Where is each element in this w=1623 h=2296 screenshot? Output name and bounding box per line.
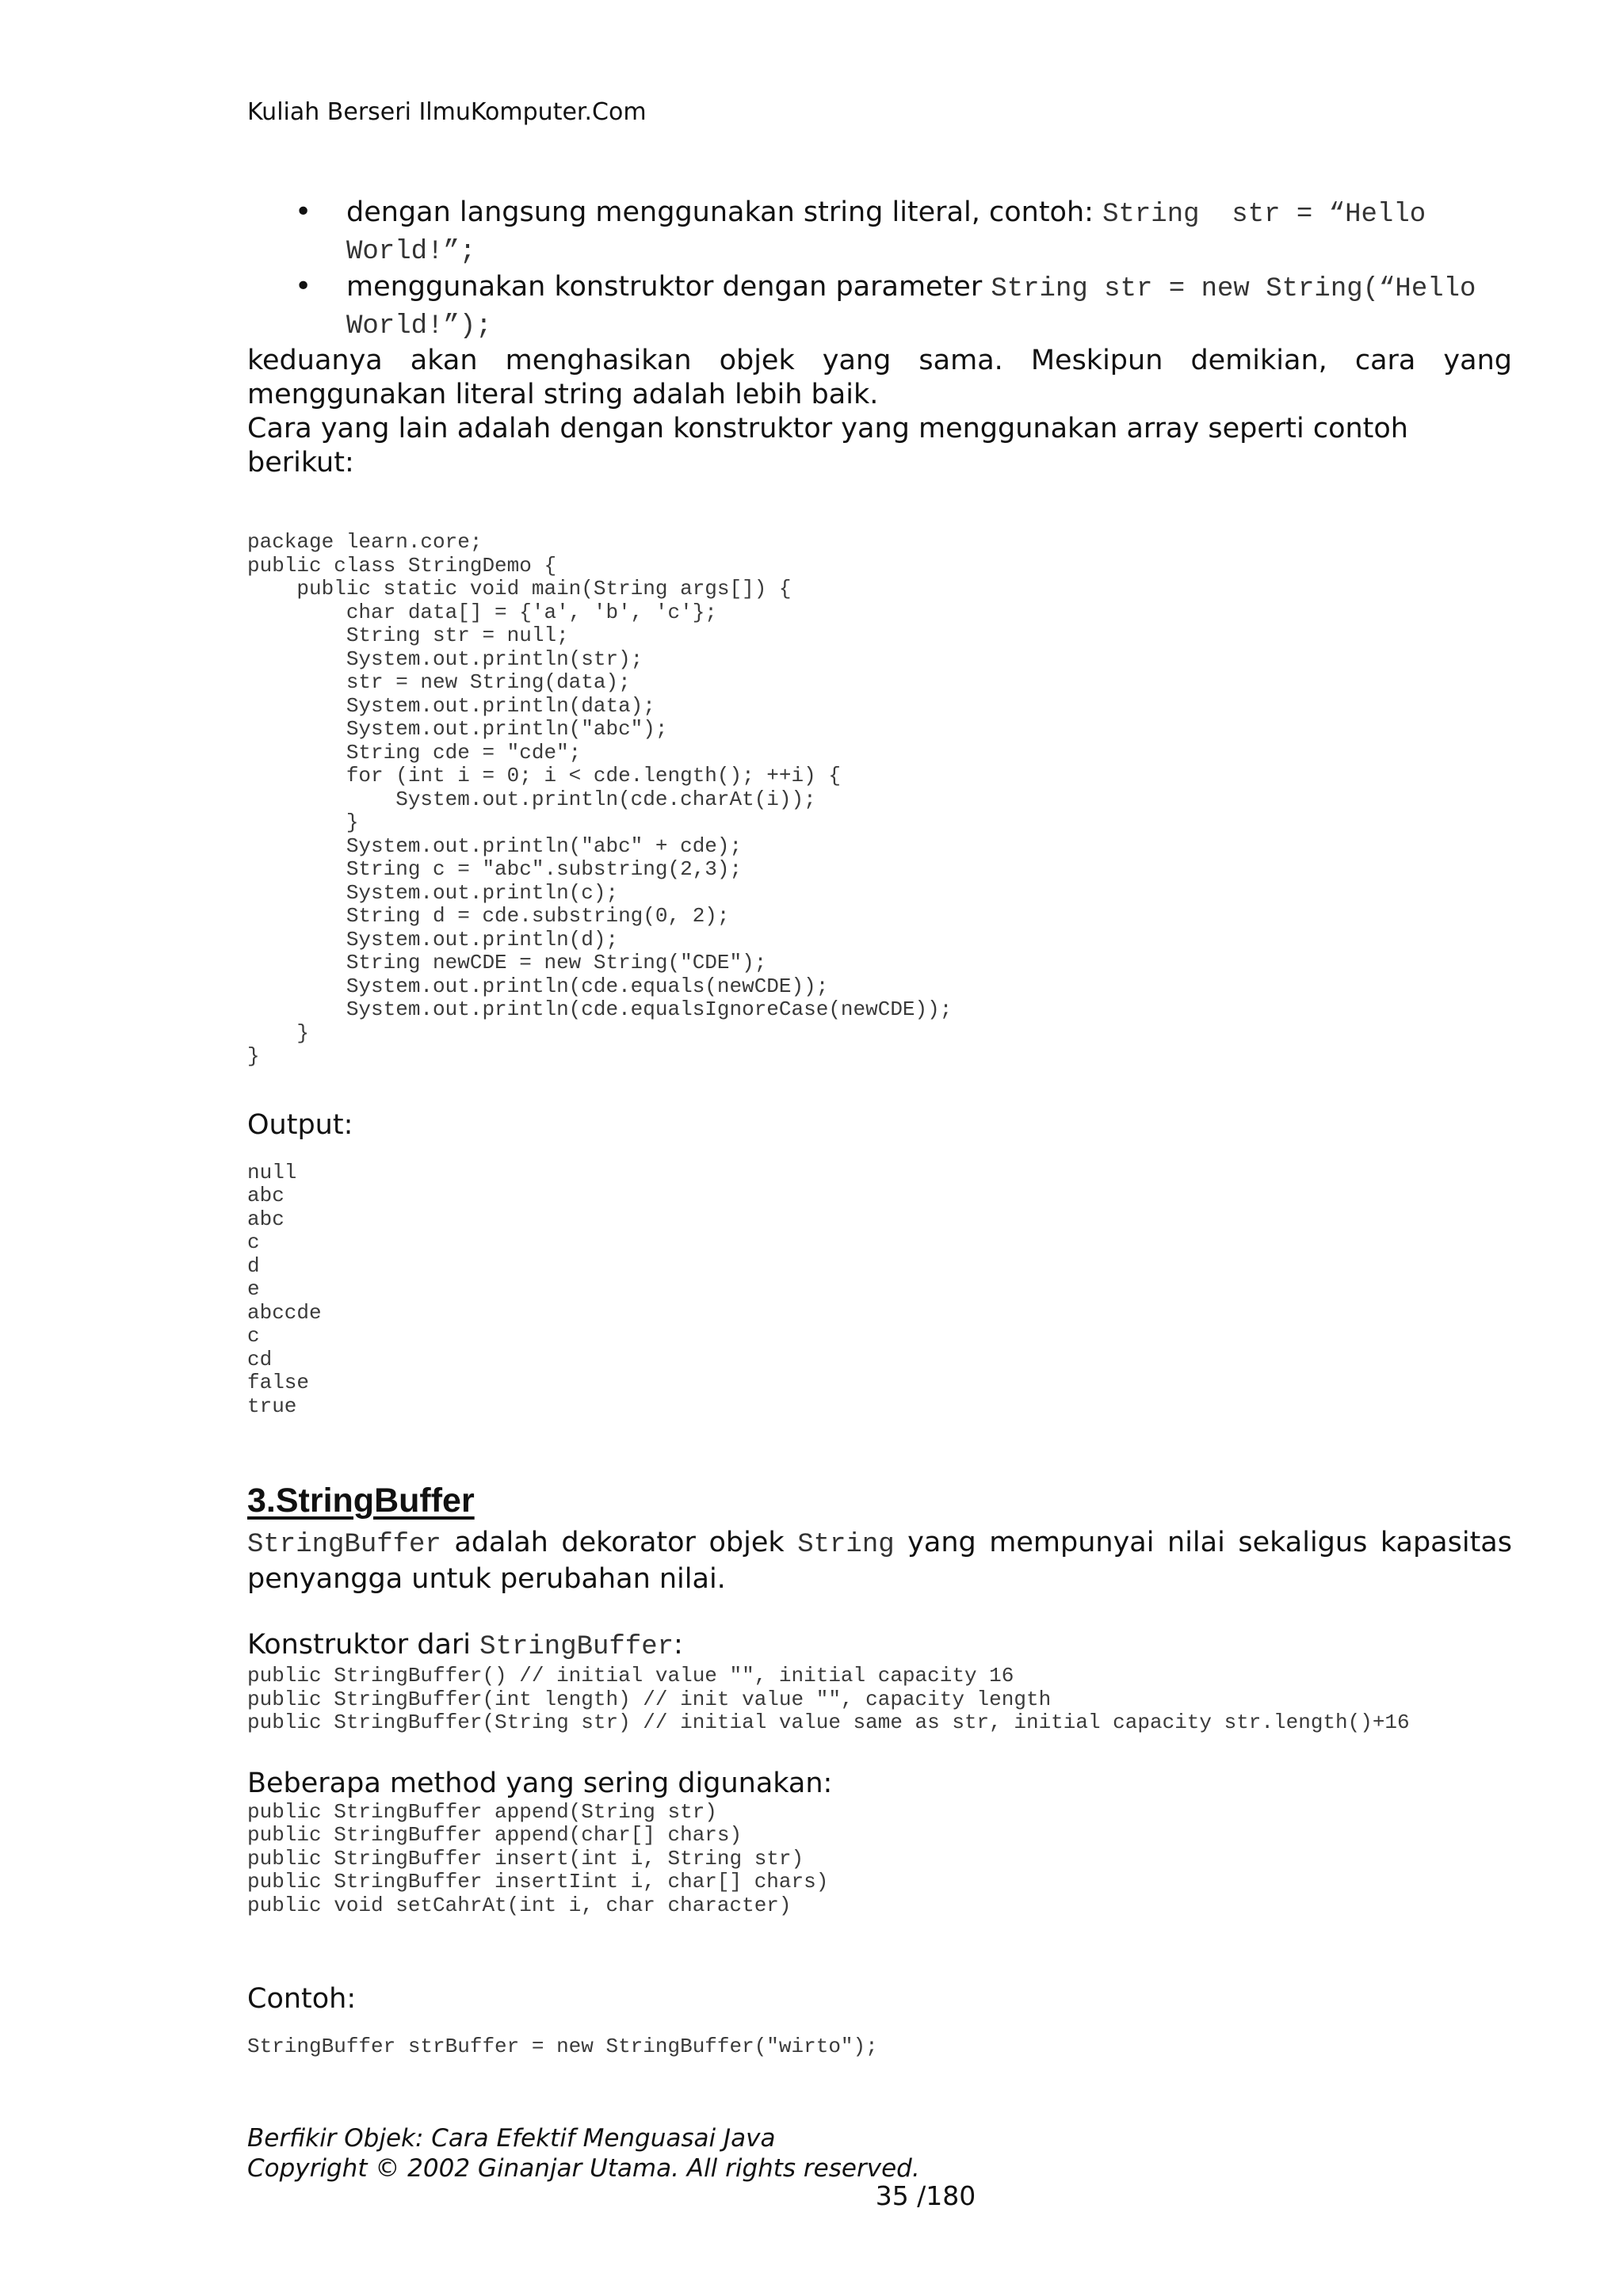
bullet-text: dengan langsung menggunakan string literal, contoh: (346, 196, 1103, 228)
list-item (247, 269, 1512, 344)
inline-code: StringBuffer (247, 1530, 441, 1560)
methods-code: public StringBuffer append(String str) public StringBuffer append(char[] chars) public StringBuffer insert(int i, String str) public StringBuffer insertIint i, char[] chars) public void setCahrAt(int i, char character) (247, 1799, 829, 1917)
label-text: Konstruktor dari (247, 1629, 480, 1661)
description-text: yang mempunyai nilai sekaligus kapasitas penyangga untuk perubahan nilai. (247, 1527, 1512, 1595)
constructors-code: public StringBuffer() // initial value "", initial capacity 16 public StringBuffer(int length) // init value "", capacity length public StringBuffer(String str) // initial value same as str, initial capacity str.length()+16 (247, 1664, 1410, 1734)
inline-code: String (797, 1530, 895, 1560)
output-block: null abc abc c d e abccde c cd false true (247, 1160, 322, 1418)
methods-label: Beberapa method yang sering digunakan: (247, 1767, 833, 1799)
inline-code: String str = “Hello World!”; (346, 200, 1442, 267)
section-title: 3.StringBuffer (247, 1482, 475, 1520)
paragraph-literal-comparison: keduanya akan menghasikan objek yang sama. Meskipun demikian, cara yang menggunakan literal string adalah lebih baik. (247, 345, 1512, 410)
list-item (247, 195, 1512, 269)
inline-code: StringBuffer (479, 1632, 674, 1662)
page-footer (247, 2123, 920, 2183)
stringbuffer-description (247, 1526, 1512, 1596)
footer-copyright: Copyright © 2002 Ginanjar Utama. All rights reserved. (247, 2154, 920, 2183)
paragraph-array-constructor: Cara yang lain adalah dengan konstruktor yang menggunakan array seperti contoh berikut: (247, 413, 1408, 479)
page-number: 35 /180 (875, 2180, 976, 2211)
footer-book-title: Berfikir Objek: Cara Efektif Menguasai Java (247, 2124, 776, 2153)
bullet-text: menggunakan konstruktor dengan parameter (346, 271, 991, 303)
page-content (247, 195, 1512, 2059)
output-label: Output: (247, 1108, 353, 1141)
inline-code: String str = new String(“Hello World!”); (346, 274, 1492, 341)
page-header: Kuliah Berseri IlmuKomputer.Com (247, 98, 647, 126)
bullet-list (247, 195, 1512, 344)
code-example-stringdemo: package learn.core; public class StringDemo { public static void main(String args[]) { char data[] = {'a', 'b', 'c'}; String str = null; System.out.println(str); str = new String(data); System.out.println(data); System.out.println("abc"); String cde = "cde"; for (int i = 0; i < cde.length(); ++i) { System.out.println(cde.charAt(i)); } System.out.println("abc" + cde); String c = "abc".substring(2,3); System.out.println(c); String d = cde.substring(0, 2); System.out.println(d); String newCDE = new String("CDE"); System.out.println(cde.equals(newCDE)); System.out.println(cde.equalsIgnoreCase(newCDE)); } } (247, 530, 953, 1068)
constructors-label (247, 1628, 1512, 1665)
description-text: adalah dekorator objek (441, 1527, 798, 1558)
example-label: Contoh: (247, 1983, 357, 2015)
label-colon: : (674, 1629, 683, 1661)
example-code: StringBuffer strBuffer = new StringBuffer("wirto"); (247, 2035, 878, 2058)
